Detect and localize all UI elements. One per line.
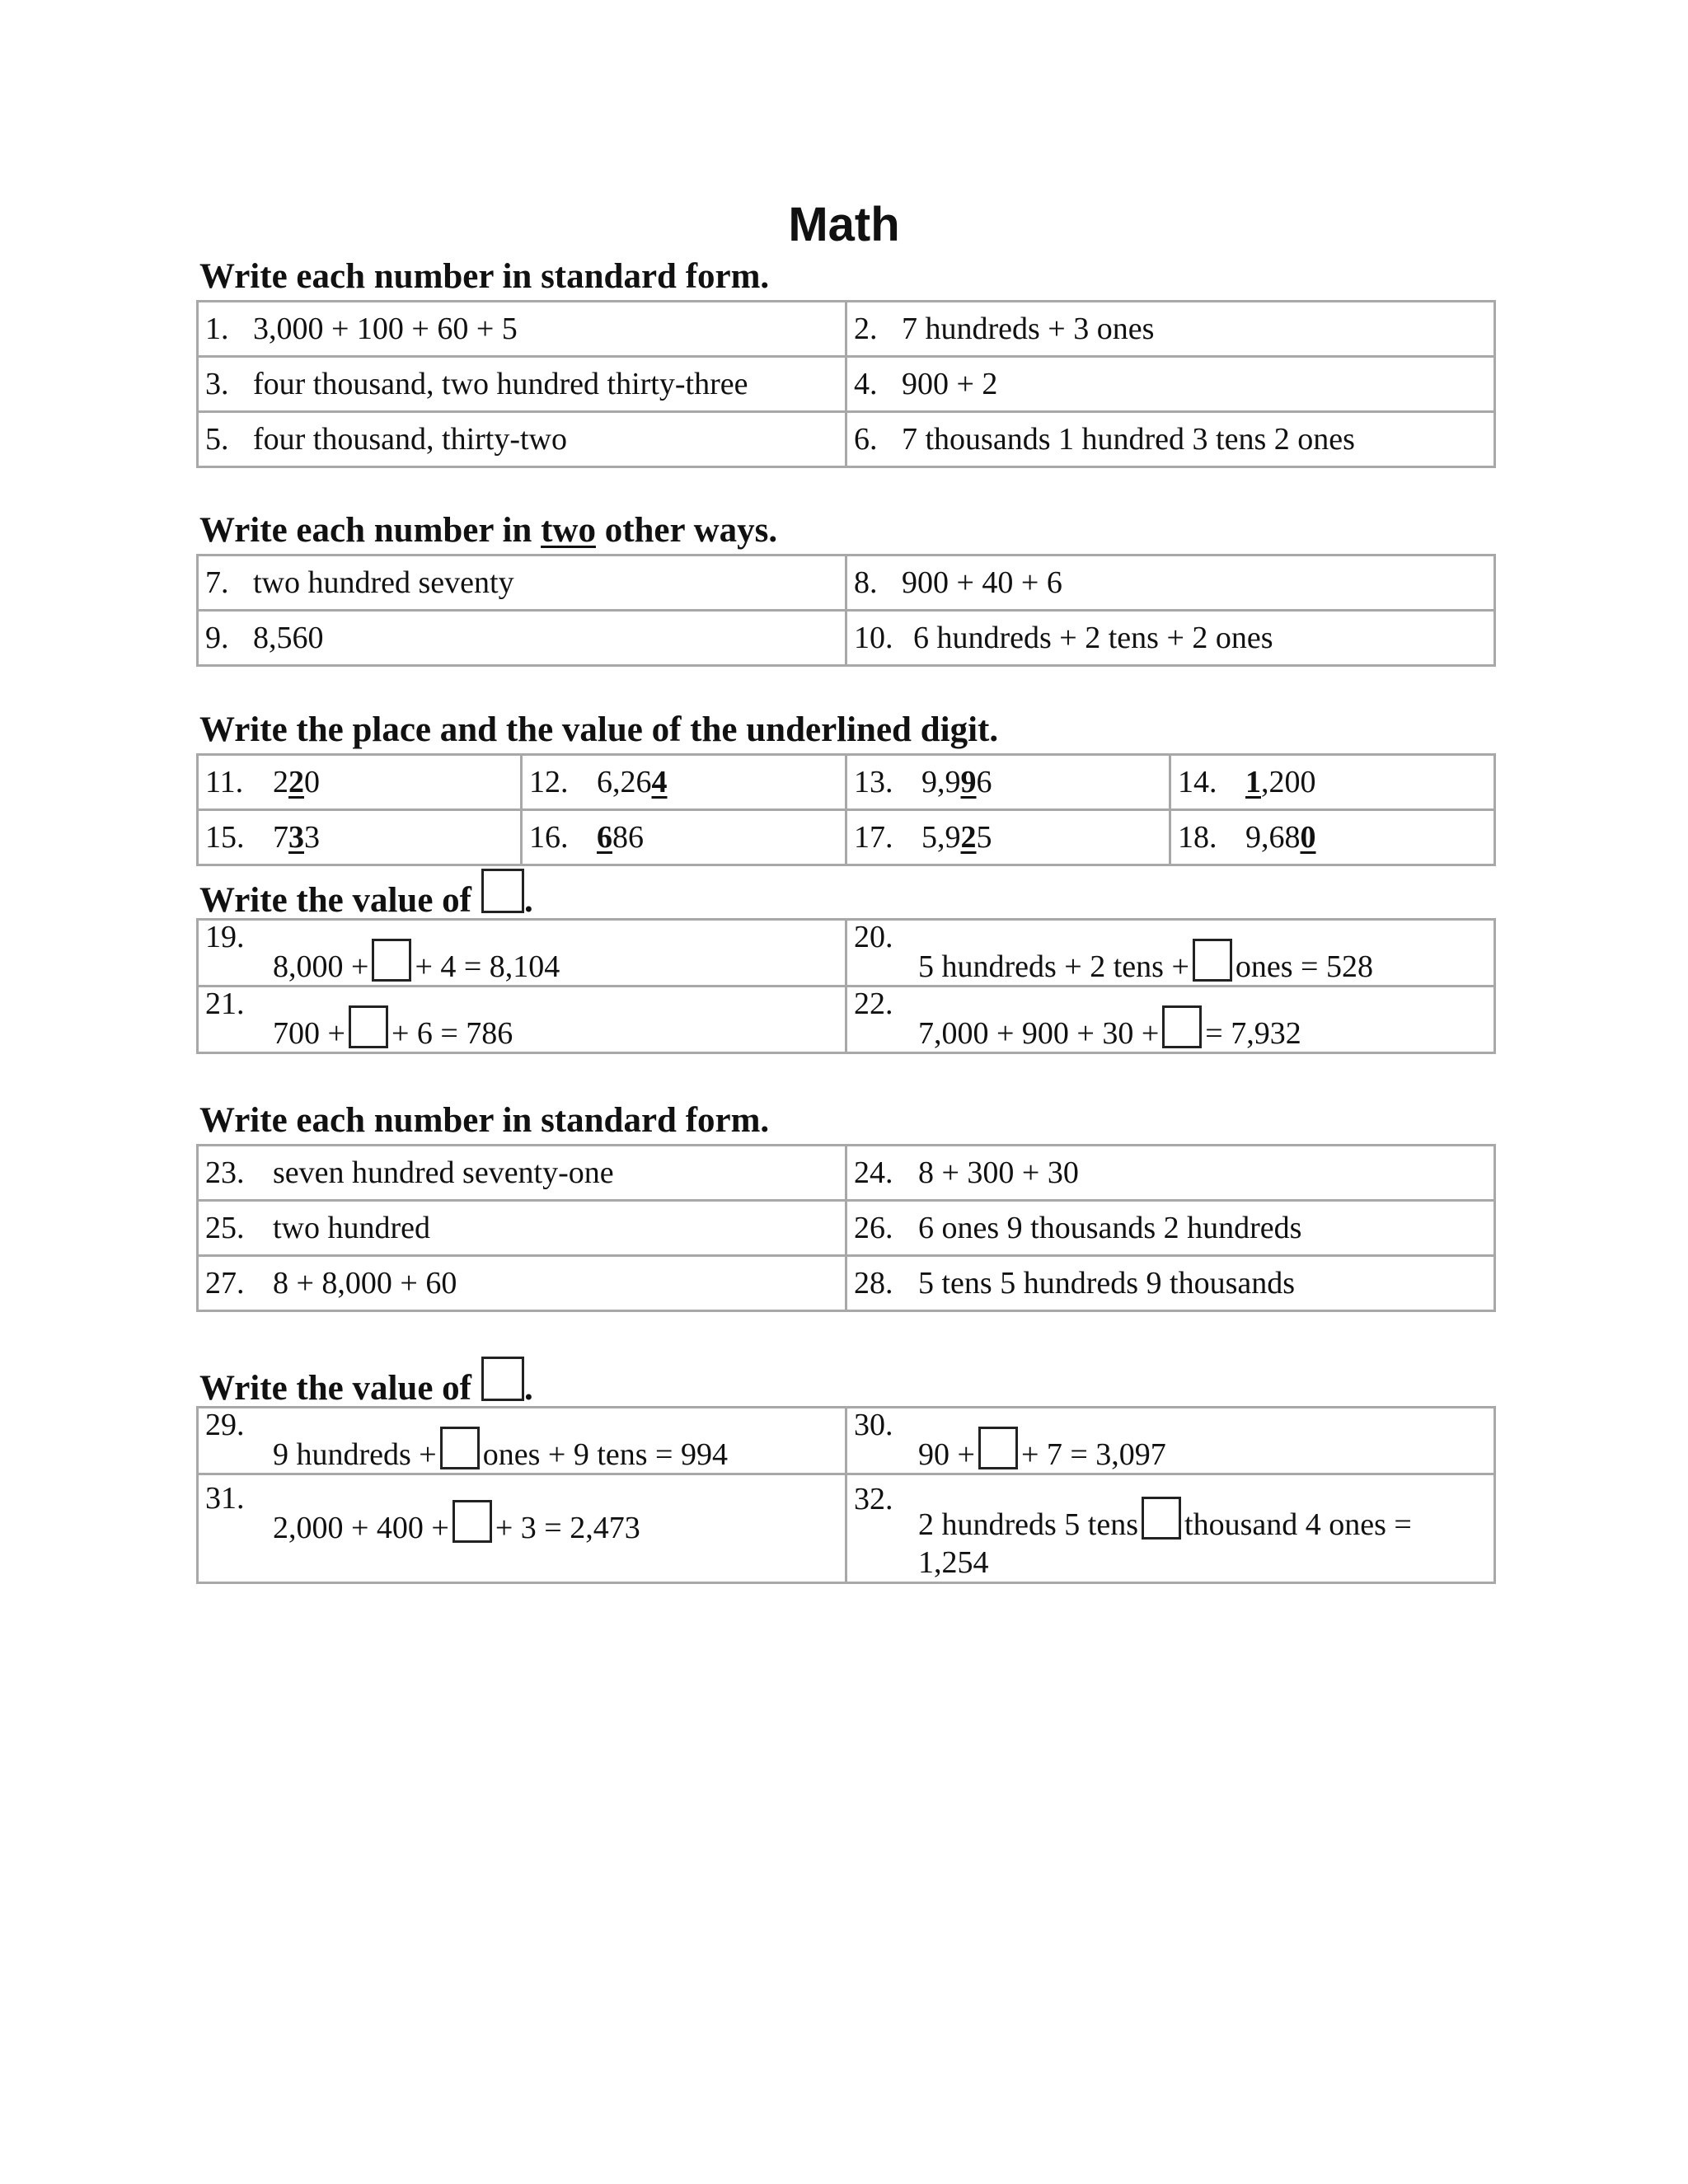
problem-31: 31.2,000 + 400 + + 3 = 2,473 (198, 1474, 846, 1583)
answer-box[interactable] (372, 939, 411, 982)
answer-box[interactable] (1142, 1497, 1181, 1540)
answer-box[interactable] (1162, 1005, 1202, 1048)
problem-32: 32. 2 hundreds 5 tens thousand 4 ones = 1,254 (846, 1474, 1495, 1583)
problem-28: 28. 5 tens 5 hundreds 9 thousands (846, 1256, 1495, 1311)
section-6-table (196, 1406, 1496, 1584)
problem-2: 2. 7 hundreds + 3 ones (846, 302, 1495, 357)
problem-13: 13. 9,996 (846, 755, 1170, 810)
section-2-table (196, 554, 1496, 667)
problem-23: 23. seven hundred seventy-one (198, 1146, 846, 1201)
section-5-heading: Write each number in standard form. (199, 1101, 770, 1140)
problem-3: 3. four thousand, two hundred thirty-three (198, 357, 846, 412)
answer-box[interactable] (978, 1427, 1018, 1469)
section-3-heading: Write the place and the value of the underlined digit. (199, 710, 999, 749)
answer-box[interactable] (1193, 939, 1232, 982)
problem-25: 25. two hundred (198, 1201, 846, 1256)
section-6-heading: Write the value of . (199, 1357, 533, 1410)
problem-10: 10. 6 hundreds + 2 tens + 2 ones (846, 611, 1495, 666)
problem-24: 24. 8 + 300 + 30 (846, 1146, 1495, 1201)
section-1-heading: Write each number in standard form. (199, 257, 770, 296)
problem-5: 5. four thousand, thirty-two (198, 412, 846, 467)
problem-27: 27. 8 + 8,000 + 60 (198, 1256, 846, 1311)
problem-16: 16. 686 (522, 810, 846, 865)
blank-box-icon (481, 1357, 524, 1401)
section-4-heading: Write the value of . (199, 869, 533, 922)
answer-box[interactable] (349, 1005, 388, 1048)
problem-20: 20.5 hundreds + 2 tens + ones = 528 (846, 920, 1495, 987)
section-2-heading: Write each number in two other ways. (199, 511, 778, 550)
problem-30: 30.90 + + 7 = 3,097 (846, 1408, 1495, 1474)
problem-19: 19.8,000 + + 4 = 8,104 (198, 920, 846, 987)
problem-17: 17. 5,925 (846, 810, 1170, 865)
problem-9: 9. 8,560 (198, 611, 846, 666)
problem-6: 6. 7 thousands 1 hundred 3 tens 2 ones (846, 412, 1495, 467)
section-5-table (196, 1144, 1496, 1312)
page-title: Math (788, 198, 900, 251)
answer-box[interactable] (440, 1427, 480, 1469)
problem-7: 7. two hundred seventy (198, 555, 846, 611)
problem-21: 21.700 + + 6 = 786 (198, 987, 846, 1053)
problem-11: 11. 220 (198, 755, 522, 810)
problem-15: 15. 733 (198, 810, 522, 865)
problem-14: 14. 1,200 (1170, 755, 1495, 810)
problem-22: 22.7,000 + 900 + 30 + = 7,932 (846, 987, 1495, 1053)
problem-18: 18. 9,680 (1170, 810, 1495, 865)
answer-box[interactable] (452, 1500, 492, 1543)
problem-12: 12. 6,264 (522, 755, 846, 810)
problem-8: 8. 900 + 40 + 6 (846, 555, 1495, 611)
section-1-table (196, 300, 1496, 468)
problem-29: 29.9 hundreds + ones + 9 tens = 994 (198, 1408, 846, 1474)
section-3-table (196, 753, 1496, 866)
section-4-table (196, 918, 1496, 1054)
problem-1: 1. 3,000 + 100 + 60 + 5 (198, 302, 846, 357)
blank-box-icon (481, 869, 524, 913)
problem-4: 4. 900 + 2 (846, 357, 1495, 412)
problem-26: 26. 6 ones 9 thousands 2 hundreds (846, 1201, 1495, 1256)
